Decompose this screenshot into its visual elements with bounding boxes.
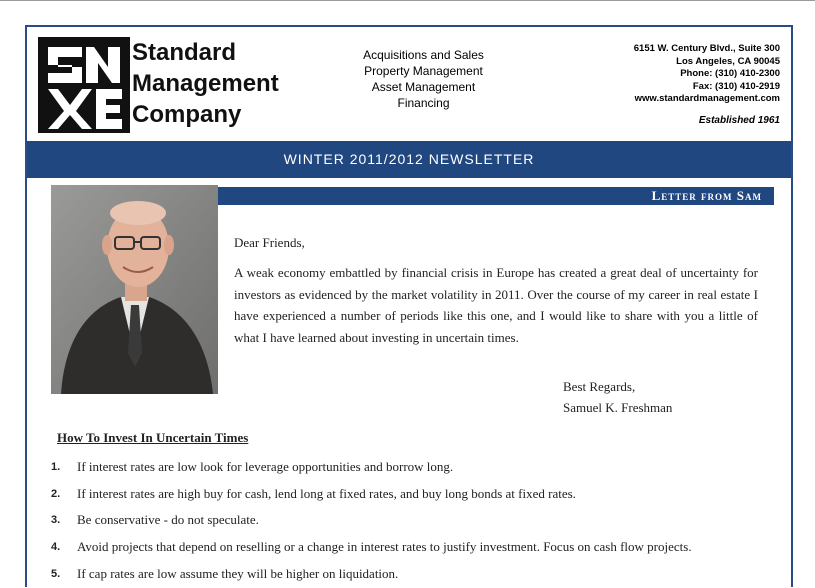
- fax-number: Fax: (310) 410-2919: [692, 80, 780, 92]
- signature-name: Samuel K. Freshman: [563, 400, 673, 415]
- letter-closing: [563, 376, 672, 418]
- phone-number: Phone: (310) 410-2300: [680, 68, 780, 80]
- company-name-line-2: Management: [132, 70, 279, 97]
- established-date: Established 1961: [698, 115, 780, 126]
- list-item-number: 5.: [51, 567, 61, 580]
- list-item-number: 4.: [51, 541, 61, 554]
- letter-greeting: Dear Friends,: [234, 235, 305, 250]
- closing-phrase: Best Regards,: [563, 379, 636, 394]
- company-name-line-1: Standard: [132, 39, 237, 66]
- website-link[interactable]: www.standardmanagement.com: [634, 93, 780, 105]
- letter-section-header: [218, 187, 774, 205]
- list-item-text: If interest rates are high buy for cash, lend long at fixed rates, and buy long bonds at fixed rates.: [77, 485, 576, 501]
- service-financing: Financing: [397, 96, 450, 110]
- address-line-1: 6151 W. Century Blvd., Suite 300: [633, 43, 780, 54]
- list-item-text: Be conservative - do not speculate.: [77, 512, 259, 528]
- list-item: [51, 454, 771, 481]
- address-line-2: Los Angeles, CA 90045: [676, 55, 780, 67]
- author-photo: [51, 185, 218, 394]
- service-asset-management: Asset Management: [371, 80, 476, 94]
- newsletter-page: [25, 25, 793, 587]
- list-item-number: 2.: [51, 487, 61, 500]
- newsletter-banner: WINTER 2011/2012 NEWSLETTER: [27, 141, 791, 178]
- service-property-management: Property Management: [364, 64, 483, 78]
- tips-list: [51, 454, 771, 588]
- list-item-text: Avoid projects that depend on reselling or a change in interest rates to justify investment. Focus on cash flow projects.: [77, 539, 692, 555]
- top-divider: [0, 0, 815, 1]
- list-item-text: If interest rates are low look for leverage opportunities and borrow long.: [77, 459, 454, 474]
- service-acquisitions: Acquisitions and Sales: [363, 48, 484, 62]
- list-item-number: 1.: [51, 461, 61, 473]
- list-item-text: If cap rates are low assume they will be higher on liquidation.: [77, 565, 399, 581]
- list-item: [51, 481, 771, 508]
- list-item: [51, 534, 771, 561]
- smc-logo-icon: [38, 37, 130, 133]
- company-name: [132, 37, 279, 130]
- tips-heading: How To Invest In Uncertain Times: [57, 430, 249, 445]
- services-list: [345, 47, 502, 111]
- list-item: [51, 561, 771, 588]
- contact-block: [634, 43, 780, 106]
- list-item: [51, 507, 771, 534]
- company-name-line-3: Company: [132, 101, 242, 128]
- letter-section-title: Letter from Sam: [651, 188, 762, 203]
- letter-body: A weak economy embattled by financial crisis in Europe has created a great deal of uncertainty for investors as evidenced by the market volatility in 2011. Over the course of my career in real estate I have experienced a number of periods like this one, and I would like to share with you a little of what I have learned about investing in uncertain times.: [234, 265, 758, 345]
- list-item-number: 3.: [51, 514, 61, 527]
